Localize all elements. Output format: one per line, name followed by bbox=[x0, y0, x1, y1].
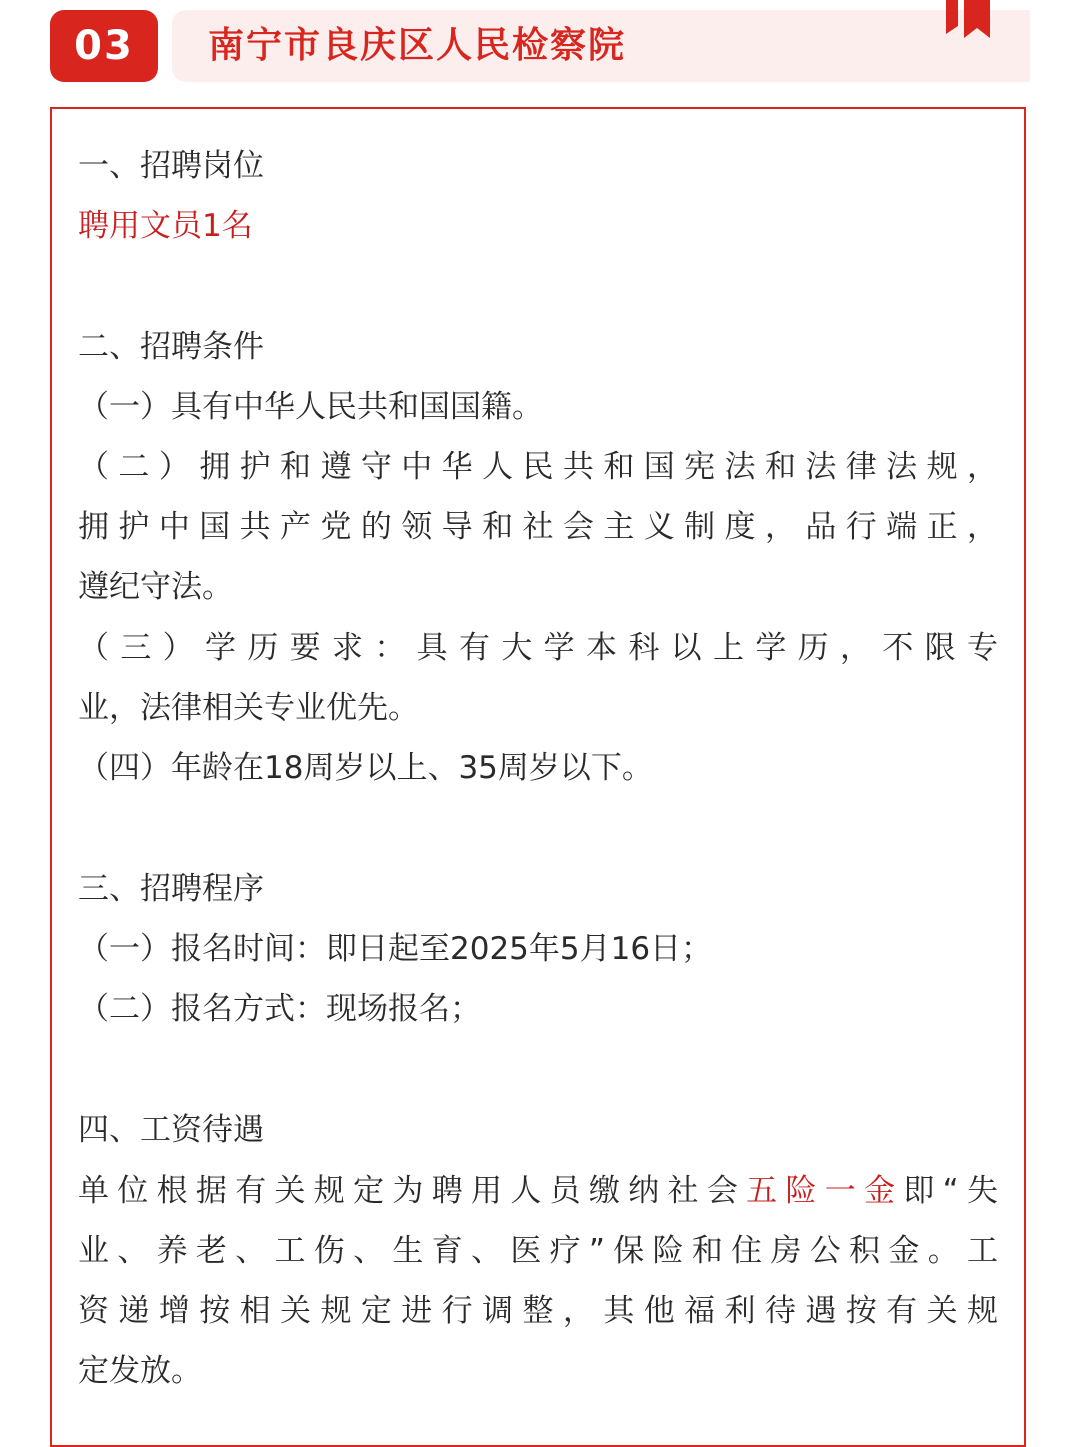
salary-paragraph-line: 定发放。 bbox=[78, 1353, 202, 1389]
procedure-item: （二）报名方式：现场报名； bbox=[78, 991, 481, 1027]
ribbon-bookmark-icon bbox=[944, 0, 996, 40]
section-heading-salary: 四、工资待遇 bbox=[78, 1112, 264, 1148]
section-number-badge: 03 bbox=[50, 10, 158, 82]
section-heading-conditions: 二、招聘条件 bbox=[78, 329, 264, 365]
condition-item: 业，法律相关专业优先。 bbox=[78, 690, 419, 726]
section-heading-procedure: 三、招聘程序 bbox=[78, 871, 264, 907]
condition-item: （三）学历要求：具有大学本科以上学历，不限专 bbox=[78, 630, 998, 666]
salary-paragraph-line: 资递增按相关规定进行调整，其他福利待遇按有关规 bbox=[78, 1293, 998, 1329]
condition-item: 遵纪守法。 bbox=[78, 569, 233, 605]
procedure-item: （一）报名时间：即日起至2025年5月16日； bbox=[78, 931, 713, 967]
condition-item: （二）拥护和遵守中华人民共和国宪法和法律法规， bbox=[78, 449, 998, 485]
salary-text: 单位根据有关规定为聘用人员缴纳社会 bbox=[78, 1173, 747, 1209]
salary-paragraph-line: 业、养老、工伤、生育、医疗”保险和住房公积金。工 bbox=[78, 1233, 998, 1269]
condition-item: （四）年龄在18周岁以上、35周岁以下。 bbox=[78, 750, 653, 786]
section-title-bar bbox=[172, 10, 1030, 82]
section-heading-positions: 一、招聘岗位 bbox=[78, 148, 264, 184]
salary-text: 即“失 bbox=[903, 1173, 999, 1209]
section-title: 南宁市良庆区人民检察院 bbox=[208, 25, 627, 66]
five-insurance-highlight: 五险一金 bbox=[746, 1173, 904, 1209]
condition-item: （一）具有中华人民共和国国籍。 bbox=[78, 389, 543, 425]
section-header bbox=[0, 0, 1080, 100]
condition-item: 拥护中国共产党的领导和社会主义制度，品行端正， bbox=[78, 509, 998, 545]
position-item: 聘用文员1名 bbox=[78, 208, 253, 244]
salary-paragraph-line bbox=[78, 1161, 998, 1221]
